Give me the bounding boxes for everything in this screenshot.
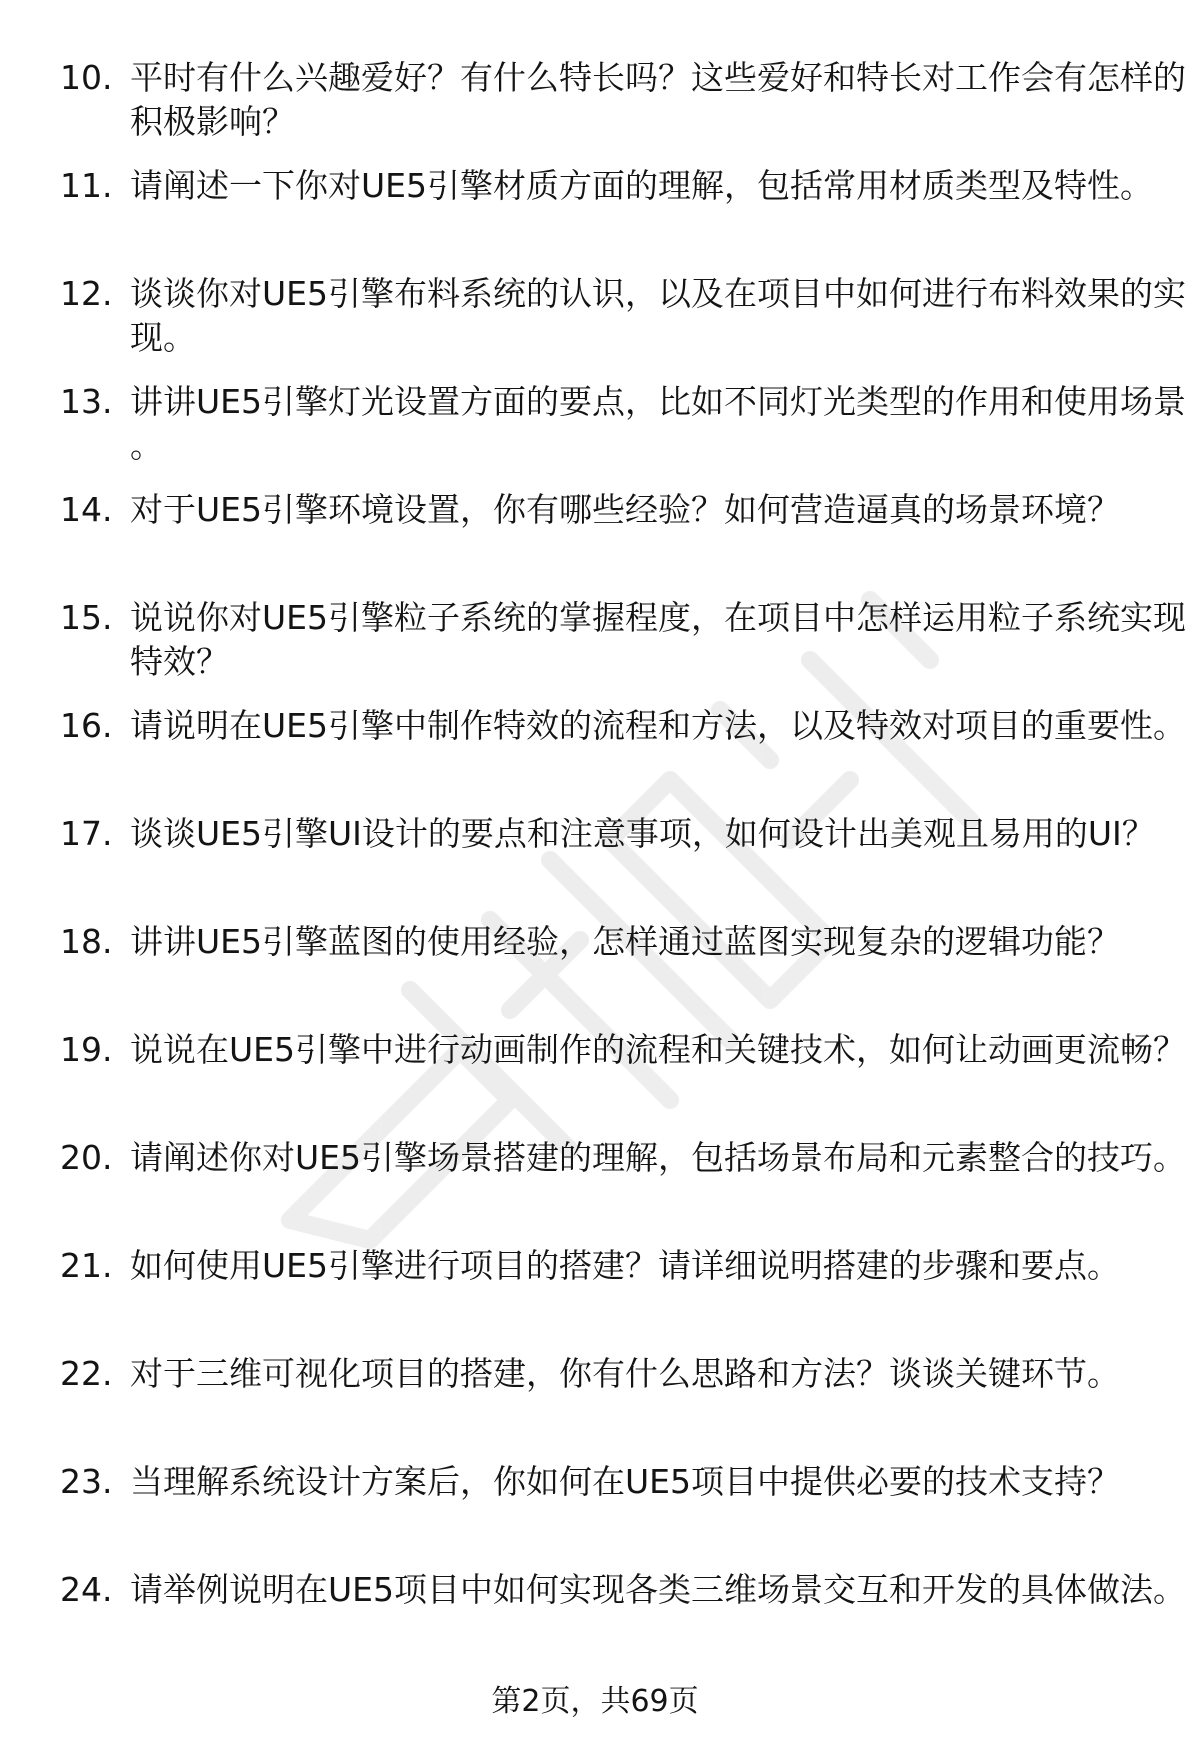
- question-number: 18.: [60, 922, 113, 961]
- question-number: 19.: [60, 1030, 113, 1069]
- page-number-label: 第2页，共69页: [491, 1684, 699, 1719]
- question-text: 如何使用UE5引擎进行项目的搭建？请详细说明搭建的步骤和要点。: [130, 1246, 1120, 1285]
- question-item: [60, 596, 1186, 704]
- question-number: 11.: [60, 166, 113, 205]
- question-number: 13.: [60, 382, 113, 421]
- question-item: [60, 1136, 1186, 1244]
- question-number: 20.: [60, 1138, 113, 1177]
- question-item: [60, 812, 1155, 920]
- question-list: [60, 56, 1186, 1676]
- question-number: 21.: [60, 1246, 113, 1285]
- question-text: 对于三维可视化项目的搭建，你有什么思路和方法？谈谈关键环节。: [130, 1354, 1120, 1393]
- question-text: 讲讲UE5引擎灯光设置方面的要点，比如不同灯光类型的作用和使用场景。: [130, 382, 1186, 465]
- question-item: [60, 488, 1150, 596]
- question-item: [60, 272, 1186, 380]
- question-item: [60, 704, 1186, 812]
- question-item: [60, 380, 1186, 488]
- question-number: 10.: [60, 58, 113, 97]
- question-text: 请阐述一下你对UE5引擎材质方面的理解，包括常用材质类型及特性。: [130, 166, 1153, 205]
- question-item: [60, 164, 1153, 272]
- question-item: [60, 920, 1150, 1028]
- question-number: 24.: [60, 1570, 113, 1609]
- question-item: [60, 1460, 1150, 1568]
- question-text: 请说明在UE5引擎中制作特效的流程和方法，以及特效对项目的重要性。: [130, 706, 1186, 745]
- question-item: [60, 1244, 1150, 1352]
- question-text: 请阐述你对UE5引擎场景搭建的理解，包括场景布局和元素整合的技巧。: [130, 1138, 1186, 1177]
- question-number: 15.: [60, 598, 113, 637]
- page-footer: [0, 1682, 1190, 1722]
- question-number: 12.: [60, 274, 113, 313]
- question-text: 当理解系统设计方案后，你如何在UE5项目中提供必要的技术支持？: [130, 1462, 1120, 1501]
- question-text: 讲讲UE5引擎蓝图的使用经验，怎样通过蓝图实现复杂的逻辑功能？: [130, 922, 1120, 961]
- question-item: [60, 1028, 1186, 1136]
- question-text: 谈谈你对UE5引擎布料系统的认识，以及在项目中如何进行布料效果的实现。: [130, 274, 1186, 357]
- question-text: 说说你对UE5引擎粒子系统的掌握程度，在项目中怎样运用粒子系统实现特效？: [130, 598, 1186, 681]
- question-number: 14.: [60, 490, 113, 529]
- question-item: [60, 56, 1186, 164]
- question-text: 说说在UE5引擎中进行动画制作的流程和关键技术，如何让动画更流畅？: [130, 1030, 1186, 1069]
- question-number: 23.: [60, 1462, 113, 1501]
- question-number: 22.: [60, 1354, 113, 1393]
- question-text: 平时有什么兴趣爱好？有什么特长吗？这些爱好和特长对工作会有怎样的积极影响？: [130, 58, 1186, 141]
- question-text: 对于UE5引擎环境设置，你有哪些经验？如何营造逼真的场景环境？: [130, 490, 1120, 529]
- question-text: 请举例说明在UE5项目中如何实现各类三维场景交互和开发的具体做法。: [130, 1570, 1186, 1609]
- question-item: [60, 1568, 1186, 1676]
- question-number: 17.: [60, 814, 113, 853]
- question-text: 谈谈UE5引擎UI设计的要点和注意事项，如何设计出美观且易用的UI？: [130, 814, 1155, 853]
- question-number: 16.: [60, 706, 113, 745]
- question-item: [60, 1352, 1150, 1460]
